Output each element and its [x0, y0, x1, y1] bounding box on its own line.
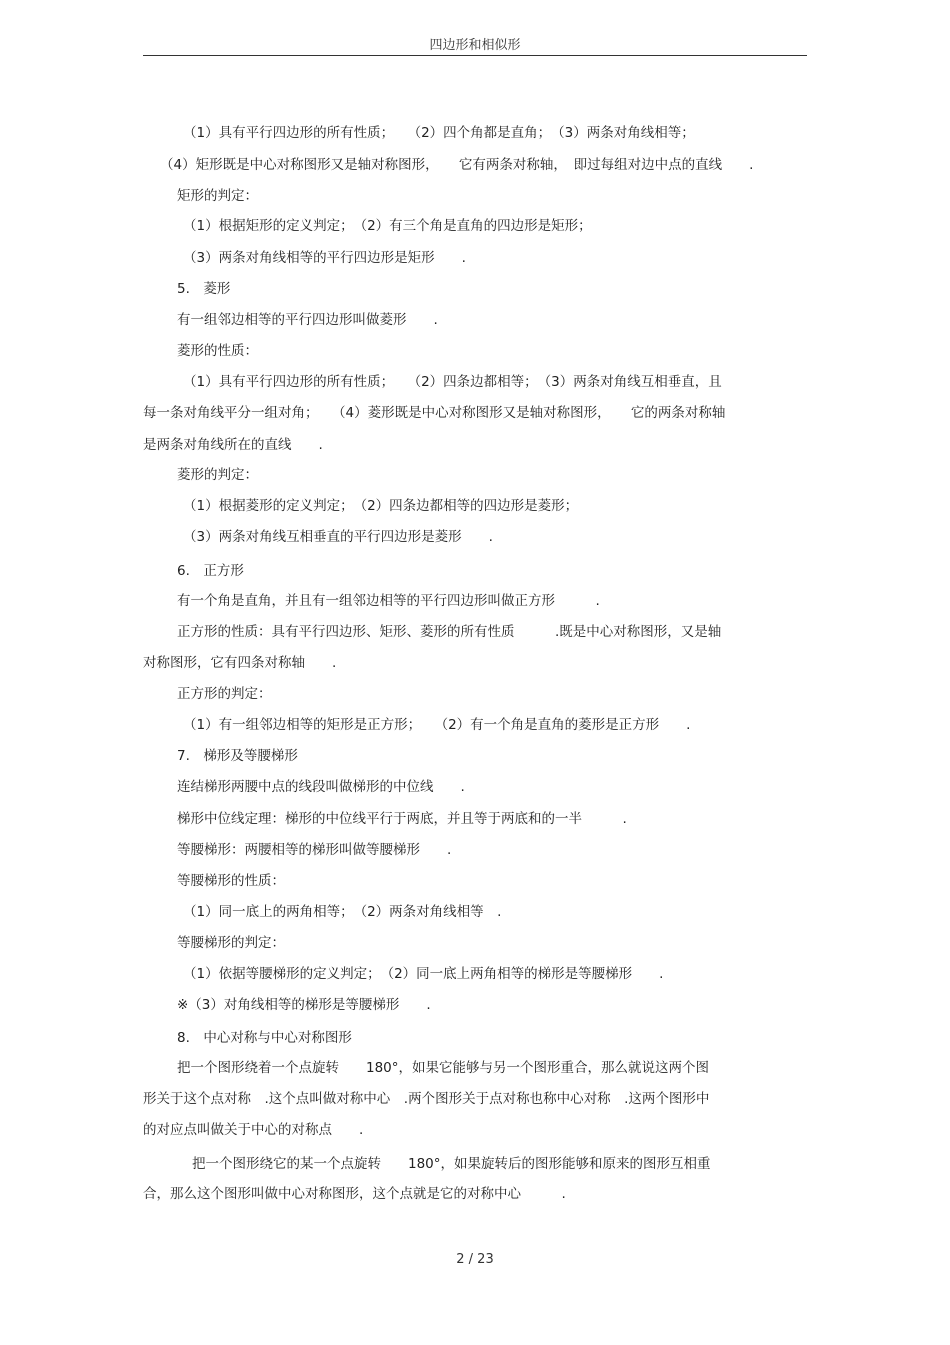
text-line: 正方形的判定：: [177, 686, 272, 702]
text-line: 等腰梯形：两腰相等的梯形叫做等腰梯形 .: [177, 842, 452, 858]
text-line: 矩形的判定：: [177, 188, 258, 204]
text-line: 菱形的判定：: [177, 467, 258, 483]
text-line: 是两条对角线所在的直线 .: [143, 437, 323, 453]
text-line: （1）有一组邻边相等的矩形是正方形； （2）有一个角是直角的菱形是正方形 .: [183, 717, 691, 733]
page-header-title: 四边形和相似形: [429, 38, 521, 53]
text-line: 有一组邻边相等的平行四边形叫做菱形 .: [177, 312, 438, 328]
text-line: 梯形中位线定理：梯形的中位线平行于两底，并且等于两底和的一半 .: [177, 811, 627, 827]
text-line: 把一个图形绕着一个点旋转 180°，如果它能够与另一个图形重合，那么就说这两个图: [177, 1060, 710, 1076]
text-line: 连结梯形两腰中点的线段叫做梯形的中位线 .: [177, 779, 465, 795]
text-line: 的对应点叫做关于中心的对称点 .: [143, 1122, 364, 1138]
text-line: 每一条对角线平分一组对角； （4）菱形既是中心对称图形又是轴对称图形， 它的两条对称轴: [143, 405, 726, 421]
text-line: （4）矩形既是中心对称图形又是轴对称图形， 它有两条对称轴， 即过每组对边中点的直线 .: [160, 157, 754, 173]
text-line: 等腰梯形的判定：: [177, 935, 285, 951]
text-line: 正方形的性质：具有平行四边形、矩形、菱形的所有性质 .既是中心对称图形，又是轴: [177, 624, 722, 640]
section-heading: 8. 中心对称与中心对称图形: [177, 1030, 352, 1046]
page-number: 2 / 23: [456, 1252, 494, 1267]
text-line: （1）具有平行四边形的所有性质； （2）四条边都相等； （3）两条对角线互相垂直，且: [183, 374, 722, 390]
section-heading: 7. 梯形及等腰梯形: [177, 748, 298, 764]
text-line: （3）两条对角线相等的平行四边形是矩形 .: [183, 250, 466, 266]
text-line: 把一个图形绕它的某一个点旋转 180°，如果旋转后的图形能够和原来的图形互相重: [192, 1156, 711, 1172]
header-divider: [143, 55, 807, 56]
text-line: （1）依据等腰梯形的定义判定； （2）同一底上两角相等的梯形是等腰梯形 .: [183, 966, 664, 982]
section-heading: 5. 菱形: [177, 281, 231, 297]
text-line: 对称图形，它有四条对称轴 .: [143, 655, 337, 671]
text-line: 等腰梯形的性质：: [177, 873, 285, 889]
text-line: （3）两条对角线互相垂直的平行四边形是菱形 .: [183, 529, 493, 545]
text-line: （1）根据矩形的定义判定； （2）有三个角是直角的四边形是矩形；: [183, 218, 592, 234]
text-line: （1）同一底上的两角相等； （2）两条对角线相等 .: [183, 904, 502, 920]
text-line: 合，那么这个图形叫做中心对称图形，这个点就是它的对称中心 .: [143, 1186, 566, 1202]
text-line: 形关于这个点对称 .这个点叫做对称中心 .两个图形关于点对称也称中心对称 .这两个图形中: [143, 1091, 710, 1107]
text-line: 有一个角是直角，并且有一组邻边相等的平行四边形叫做正方形 .: [177, 593, 600, 609]
text-line: （1）具有平行四边形的所有性质； （2）四个角都是直角； （3）两条对角线相等；: [183, 125, 695, 141]
text-line: 菱形的性质：: [177, 343, 258, 359]
section-heading: 6. 正方形: [177, 563, 244, 579]
text-line: （1）根据菱形的定义判定； （2）四条边都相等的四边形是菱形；: [183, 498, 579, 514]
text-line: ※（3）对角线相等的梯形是等腰梯形 .: [177, 997, 431, 1013]
